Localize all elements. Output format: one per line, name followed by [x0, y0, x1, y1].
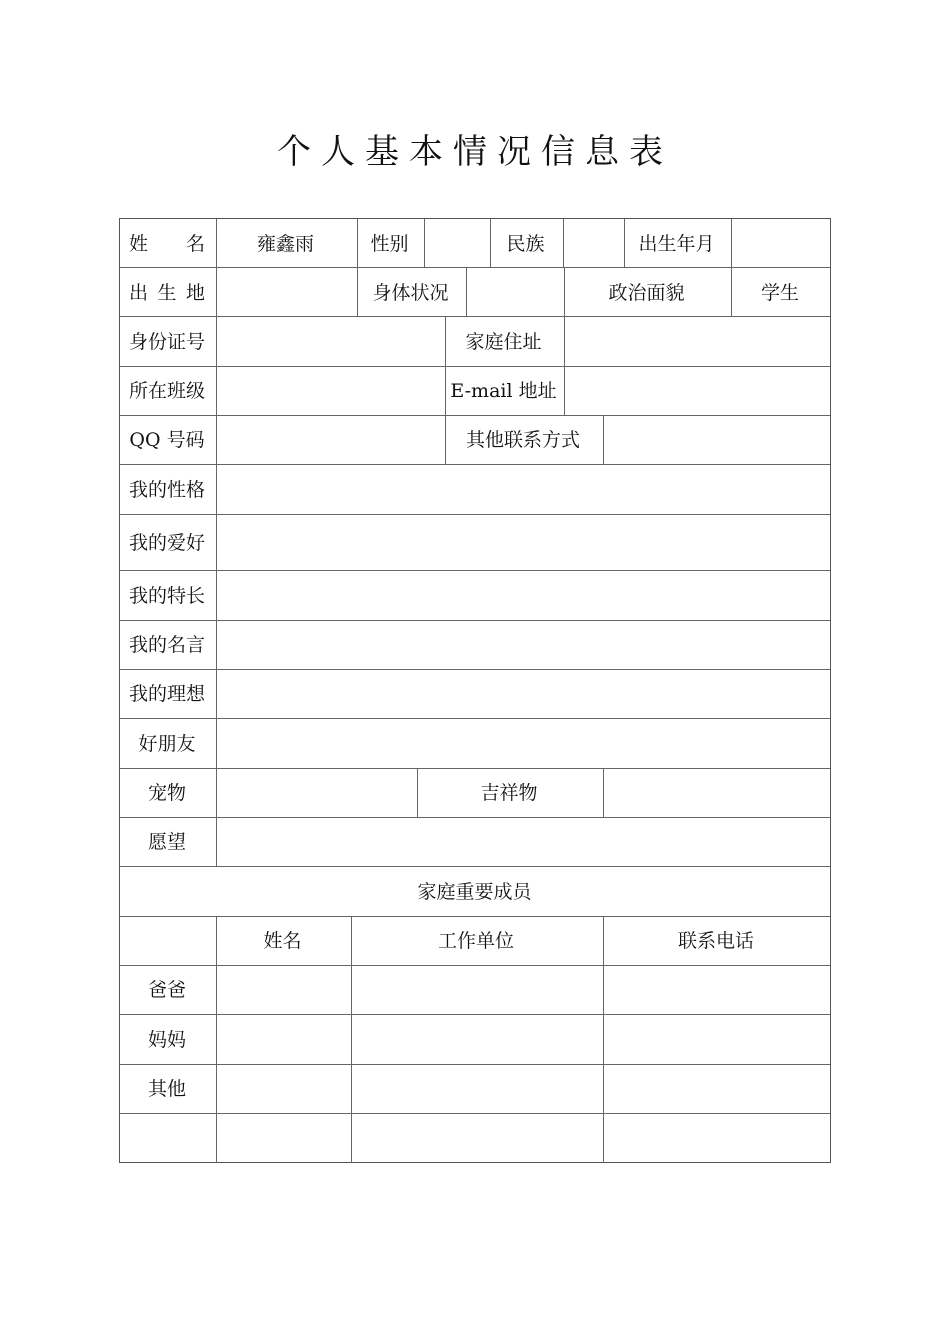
health-value[interactable]	[465, 266, 563, 316]
other-contact-label: 其他联系方式	[465, 429, 580, 451]
family-relation-father: 爸爸	[147, 979, 186, 1001]
gender-value[interactable]	[423, 218, 489, 267]
pet-label: 宠物	[147, 782, 186, 804]
political-label: 政治面貌	[608, 281, 685, 304]
family-relation-extra[interactable]	[119, 1112, 215, 1162]
qq-label: QQ 号码	[129, 429, 205, 451]
class-label: 所在班级	[128, 380, 205, 402]
family-extra-phone[interactable]	[602, 1112, 830, 1162]
name-value[interactable]: 雍鑫雨	[256, 233, 314, 255]
family-mother-name[interactable]	[215, 1013, 350, 1063]
birth-date-value[interactable]	[730, 218, 830, 267]
pet-value[interactable]	[215, 767, 416, 816]
family-section-title: 家庭重要成员	[417, 880, 532, 903]
personality-label: 我的性格	[128, 478, 205, 501]
family-father-phone[interactable]	[602, 964, 830, 1013]
mascot-value[interactable]	[602, 767, 830, 816]
specialty-value[interactable]	[215, 569, 830, 619]
qq-value[interactable]	[215, 414, 444, 463]
family-other-phone[interactable]	[602, 1063, 830, 1112]
birthplace-label	[119, 266, 215, 316]
family-extra-name[interactable]	[215, 1112, 350, 1162]
email-label: E-mail 地址	[450, 380, 557, 402]
email-value[interactable]	[563, 365, 830, 414]
family-relation-mother: 妈妈	[147, 1028, 186, 1051]
birthplace-value[interactable]	[215, 266, 356, 316]
wish-label: 愿望	[147, 831, 186, 853]
family-header-blank	[119, 915, 215, 964]
birthplace-label-char-1: 出	[129, 281, 149, 304]
name-label-char-1: 姓	[129, 233, 149, 255]
motto-label: 我的名言	[128, 634, 205, 656]
birthplace-label-char-2: 生	[157, 281, 177, 304]
birthplace-label-char-3: 地	[185, 281, 205, 304]
family-mother-work[interactable]	[350, 1013, 602, 1063]
hobby-value[interactable]	[215, 513, 830, 569]
motto-value[interactable]	[215, 619, 830, 668]
birth-date-label: 出生年月	[638, 233, 715, 255]
ideal-label: 我的理想	[128, 683, 205, 705]
hobby-label: 我的爱好	[128, 531, 205, 554]
id-value[interactable]	[215, 315, 444, 365]
class-value[interactable]	[215, 365, 444, 414]
political-value[interactable]: 学生	[760, 281, 799, 304]
family-header-name: 姓名	[263, 930, 302, 952]
gender-label: 性别	[370, 233, 409, 255]
family-mother-phone[interactable]	[602, 1013, 830, 1063]
family-other-name[interactable]	[215, 1063, 350, 1112]
family-header-work: 工作单位	[437, 930, 514, 952]
name-label-char-2: 名	[185, 233, 205, 255]
ethnicity-label: 民族	[506, 233, 545, 255]
family-father-name[interactable]	[215, 964, 350, 1013]
family-father-work[interactable]	[350, 964, 602, 1013]
family-extra-work[interactable]	[350, 1112, 602, 1162]
wish-value[interactable]	[215, 816, 830, 865]
friends-value[interactable]	[215, 717, 830, 767]
ideal-value[interactable]	[215, 668, 830, 717]
friends-label: 好朋友	[138, 732, 196, 755]
personality-value[interactable]	[215, 463, 830, 513]
family-other-work[interactable]	[350, 1063, 602, 1112]
page-title: 个人基本情况信息表	[277, 132, 673, 172]
other-contact-value[interactable]	[602, 414, 830, 463]
specialty-label: 我的特长	[128, 584, 205, 607]
mascot-label: 吉祥物	[480, 782, 538, 804]
family-relation-other: 其他	[147, 1078, 186, 1100]
address-label: 家庭住址	[465, 330, 542, 353]
id-label: 身份证号	[128, 330, 205, 353]
health-label: 身体状况	[372, 281, 449, 304]
ethnicity-value[interactable]	[562, 218, 623, 267]
name-label	[119, 218, 215, 267]
family-header-phone: 联系电话	[677, 930, 754, 952]
address-value[interactable]	[563, 315, 830, 365]
